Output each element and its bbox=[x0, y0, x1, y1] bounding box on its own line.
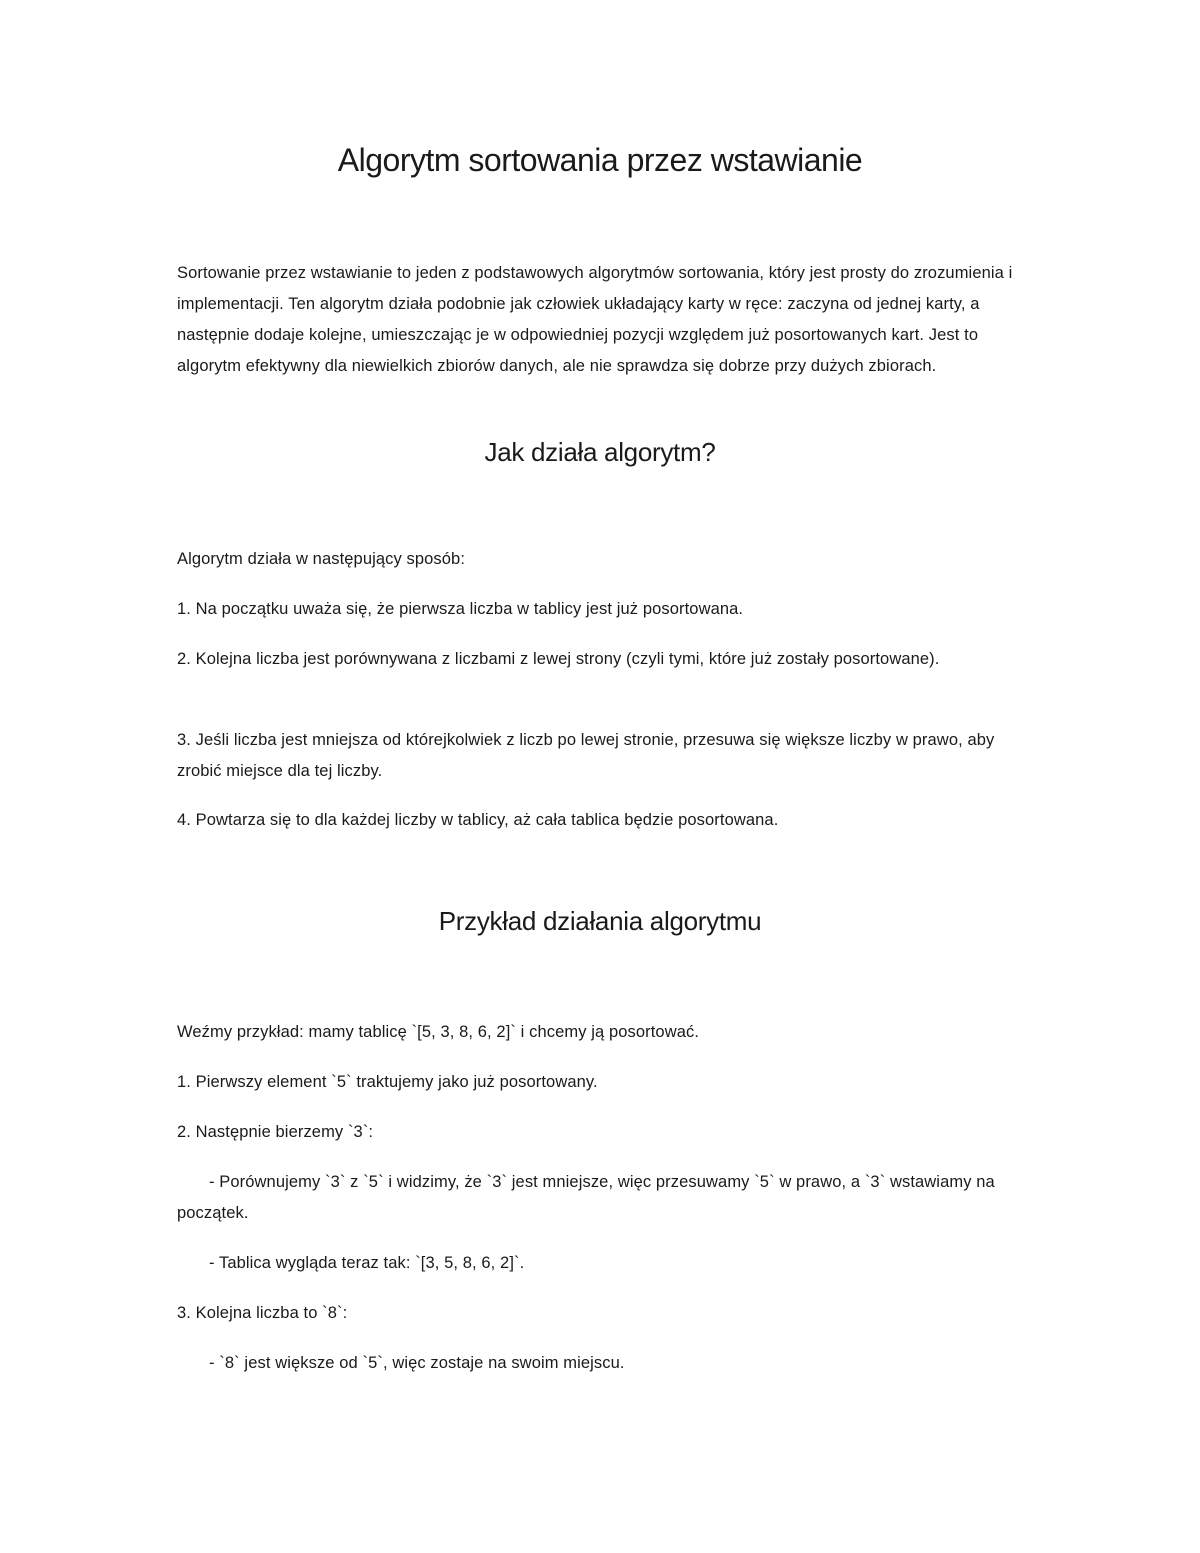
section2-step-2-detail-a: - Porównujemy `3` z `5` i widzimy, że `3` jest mniejsze, więc przesuwamy `5` w prawo, a `3` wstawiamy na początek. bbox=[177, 1173, 995, 1222]
intro-paragraph: Sortowanie przez wstawianie to jeden z podstawowych algorytmów sortowania, który jest prosty do zrozumienia i implementacji. Ten algorytm działa podobnie jak człowiek układający karty w ręce: zaczyna od jednej karty, a następnie dodaje kolejne, umieszczając je w odpowiedniej pozycji względem już posortowanych kart. Jest to algorytm efektywny dla niewielkich zbiorów danych, ale nie sprawdza się dobrze przy dużych zbiorach. bbox=[177, 264, 1013, 375]
section1-step-3: 3. Jeśli liczba jest mniejsza od którejkolwiek z liczb po lewej stronie, przesuwa się większe liczby w prawo, aby zrobić miejsce dla tej liczby. bbox=[177, 731, 995, 780]
section1-lead: Algorytm działa w następujący sposób: bbox=[177, 550, 466, 568]
section2-lead: Weźmy przykład: mamy tablicę `[5, 3, 8, 6, 2]` i chcemy ją posortować. bbox=[177, 1023, 700, 1041]
section2-step-3: 3. Kolejna liczba to `8`: bbox=[177, 1304, 348, 1322]
section-heading-example: Przykład działania algorytmu bbox=[438, 906, 762, 936]
document-title: Algorytm sortowania przez wstawianie bbox=[337, 142, 863, 178]
section1-step-4: 4. Powtarza się to dla każdej liczby w tablicy, aż cała tablica będzie posortowana. bbox=[177, 811, 779, 829]
section-heading-how-it-works: Jak działa algorytm? bbox=[484, 437, 716, 467]
section1-step-1: 1. Na początku uważa się, że pierwsza liczba w tablicy jest już posortowana. bbox=[177, 600, 744, 618]
section2-step-1: 1. Pierwszy element `5` traktujemy jako już posortowany. bbox=[177, 1073, 598, 1091]
section2-step-2-detail-b: - Tablica wygląda teraz tak: `[3, 5, 8, 6, 2]`. bbox=[209, 1254, 525, 1272]
section2-step-2: 2. Następnie bierzemy `3`: bbox=[177, 1123, 374, 1141]
section1-step-2: 2. Kolejna liczba jest porównywana z liczbami z lewej strony (czyli tymi, które już zostały posortowane). bbox=[177, 650, 940, 668]
section2-step-3-detail-a: - `8` jest większe od `5`, więc zostaje na swoim miejscu. bbox=[209, 1354, 625, 1372]
